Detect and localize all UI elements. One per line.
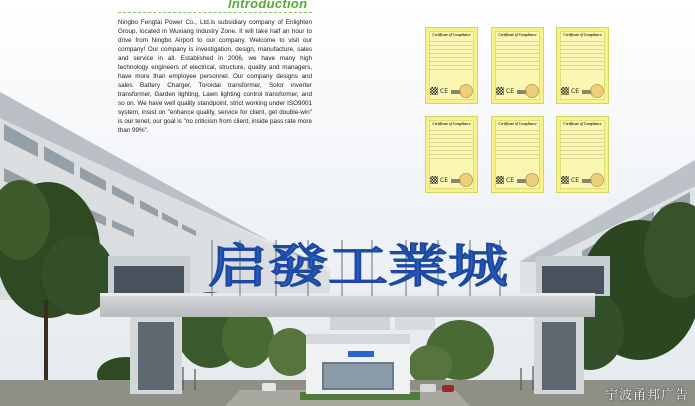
certificate-title: Certificate of Compliance [432,33,471,37]
qr-code-icon [430,176,438,184]
certificate-4 [425,116,478,193]
certificate-2 [491,27,544,104]
qr-code-icon [496,176,504,184]
ce-mark: CE [506,88,514,95]
certificate-grid [425,27,611,199]
seal-icon [525,173,539,187]
certificate-1 [425,27,478,104]
seal-icon [590,173,604,187]
ce-mark: CE [440,177,448,184]
ce-mark: CE [571,88,579,95]
seal-icon [459,84,473,98]
certificate-6 [556,116,609,193]
ce-mark: CE [571,177,579,184]
certificate-3 [556,27,609,104]
seal-icon [590,84,604,98]
certificate-title: Certificate of Compliance [498,122,537,126]
certificate-title: Certificate of Compliance [563,33,602,37]
gate-sign: 启發工業城 [208,239,508,293]
ce-mark: CE [440,88,448,95]
certificate-title: Certificate of Compliance [498,33,537,37]
qr-code-icon [561,176,569,184]
certificate-5 [491,116,544,193]
watermark: 宁波甬邦广告 [604,388,689,403]
seal-icon [525,84,539,98]
heading-divider [118,12,312,13]
certificate-title: Certificate of Compliance [432,122,471,126]
seal-icon [459,173,473,187]
ce-mark: CE [506,177,514,184]
section-heading: Introduction [228,0,308,11]
qr-code-icon [496,87,504,95]
qr-code-icon [430,87,438,95]
intro-paragraph: Ningbo Fengtai Power Co., Ltd.is subsidiary company of Enlighten Group, located in Wuxiang Industry Zone. It will take half an hour to drive from Ningbo Airport to our company. Welcome to visit our company! Our company is investigation, design, manufacture, sales and service in all. Established in 2006, we have many high technology engineers of electrical, structure, quality and managers, have more than employee personnel. Our company designs and sales Battery Charger, Toroidal transformer, Solor inverter transformer, Garden lighting, Lawn lighting control transformer, and so on. We have well quality standpoint, strict working under ISO9001 system, insist on "enhance quality, service for client, get double-win" is our tenet, our goal is "no criticism from client, inside pass rate more than 99%". [118,19,312,134]
qr-code-icon [561,87,569,95]
certificate-title: Certificate of Compliance [563,122,602,126]
